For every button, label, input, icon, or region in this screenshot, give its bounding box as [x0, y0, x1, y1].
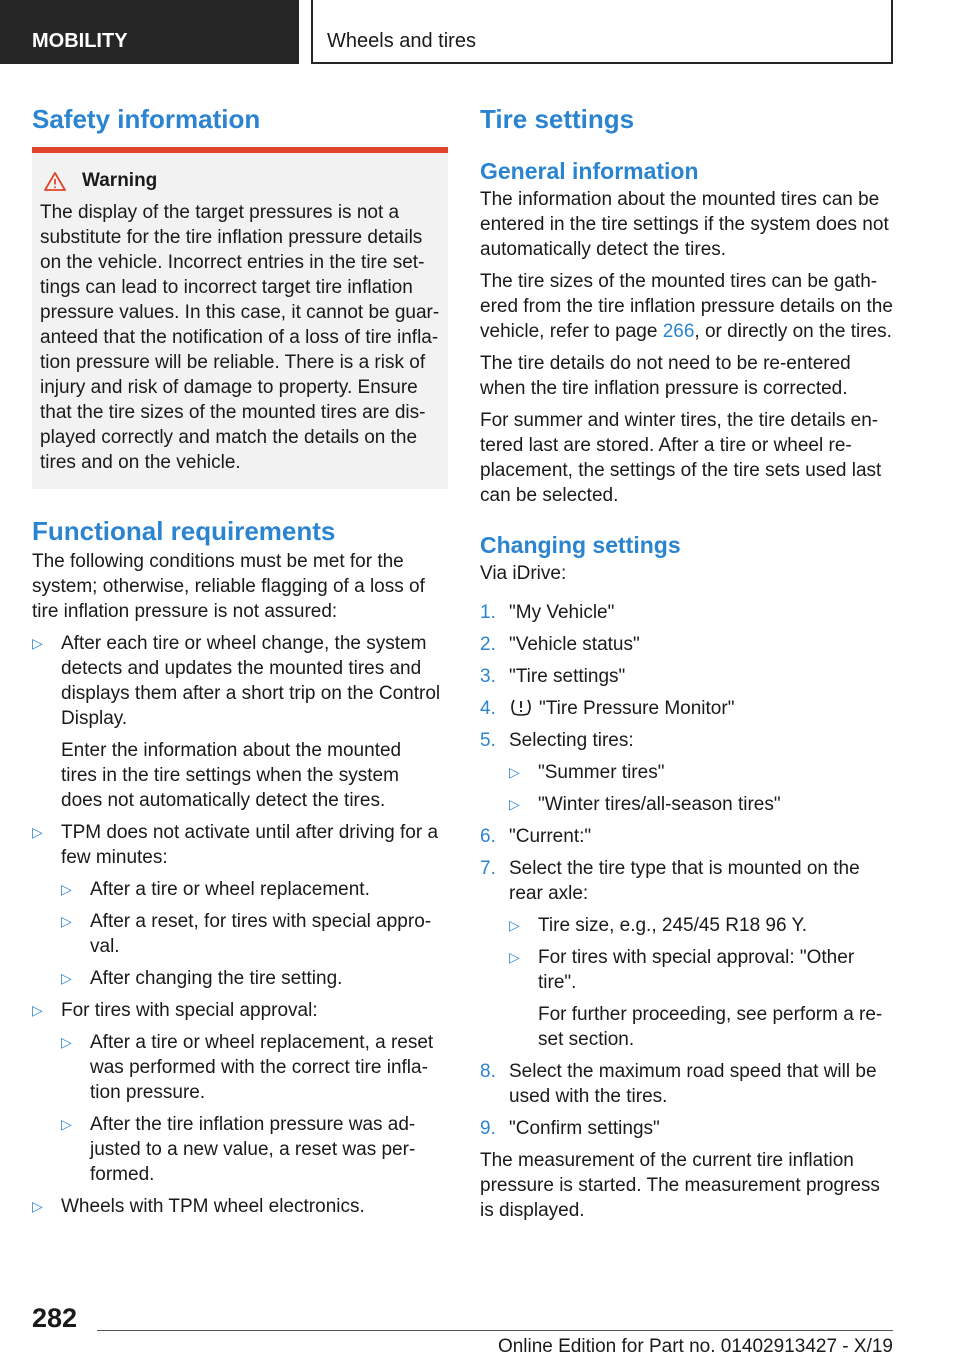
sub-list-item: ▷ After changing the tire setting.	[61, 968, 343, 989]
tire-settings-heading: Tire settings	[480, 104, 635, 134]
triangle-right-icon: ▷	[61, 1034, 72, 1050]
sub-list-item: ▷ After the tire inflation pressure was ad‐ justed to a new value, a reset was per‐ formed.	[61, 1114, 416, 1185]
triangle-right-icon: ▷	[32, 635, 43, 651]
list-item: ▷ After each tire or wheel change, the system detects and updates the mounted tires and displays them after a short trip on the Control Display. Enter the information about the mounted tires in the tire settings when the system does not automatically detect the tires.	[32, 631, 448, 813]
section-label: MOBILITY	[32, 30, 128, 52]
chapter-label: Wheels and tires	[327, 30, 476, 52]
warning-box	[32, 147, 448, 489]
triangle-right-icon: ▷	[32, 1198, 43, 1214]
page-link[interactable]: 266	[662, 321, 695, 342]
sub-list-item: ▷ After a reset, for tires with special appro‐ val.	[61, 911, 432, 957]
warning-title: Warning	[82, 170, 158, 191]
triangle-right-icon: ▷	[509, 764, 520, 780]
triangle-right-icon: ▷	[61, 970, 72, 986]
step-item: 3. "Tire settings"	[480, 666, 626, 687]
right-column	[480, 100, 898, 1223]
triangle-right-icon: ▷	[61, 881, 72, 897]
triangle-right-icon: ▷	[32, 1002, 43, 1018]
section-tab	[0, 0, 299, 64]
list-item: ▷ Wheels with TPM wheel electronics.	[32, 1196, 365, 1217]
safety-heading: Safety information	[32, 104, 261, 134]
general-p2: The tire sizes of the mounted tires can be gath‐ ered from the tire inflation pressure details on the vehicle, refer to page 266, or directly on the tires.	[480, 271, 893, 342]
triangle-right-icon: ▷	[509, 796, 520, 812]
via-idrive: Via iDrive:	[480, 563, 567, 584]
step-item: 5. Selecting tires: ▷ "Summer tires" ▷ "Winter tires/all-season tires"	[480, 728, 898, 817]
closing-text: The measurement of the current tire inflation pressure is started. The measurement progress is displayed.	[480, 1150, 880, 1221]
page-number: 282	[32, 1303, 78, 1333]
sub-list-item: ▷ After a tire or wheel replacement, a reset was performed with the correct tire infla‐ tion pressure.	[61, 1032, 434, 1103]
step-item: 7. Select the tire type that is mounted on the rear axle: ▷ Tire size, e.g., 245/45 R18 96 Y. ▷ For tires with special approval: "Other tire". For further proceeding, see perform a re‐ set section.	[480, 856, 898, 1052]
functional-heading: Functional requirements	[32, 516, 336, 546]
changing-settings-heading: Changing settings	[480, 532, 681, 558]
warning-text: The display of the target pressures is not a substitute for the tire inflation pressure details on the vehicle. Incorrect entries in the tire set‐ tings can lead to incorrect target tire inflation pressure values. In this case, it cannot be guar‐ anteed that the notification of a loss of tire infla‐ tion pressure will be reliable. There is a risk of injury and risk of damage to property. Ensure that the tire sizes of the mounted tires are dis‐ played correctly and match the details on the tires and on the vehicle.	[40, 202, 440, 473]
list-item: ▷ For tires with special approval: ▷ After a tire or wheel replacement, a reset was performed with the correct tire infla‐ tion pressure. ▷ After the tire inflation pressure was ad‐ justed to a new value, a reset was per‐ formed.	[32, 998, 448, 1187]
general-info-heading: General information	[480, 158, 699, 184]
general-p4: For summer and winter tires, the tire details en‐ tered last are stored. After a tire or wheel re‐ placement, the settings of the tire sets used last can be selected.	[480, 410, 882, 506]
tire-pressure-icon	[509, 697, 533, 717]
warning-header	[40, 169, 440, 193]
step-item: 8. Select the maximum road speed that will be used with the tires.	[480, 1061, 877, 1107]
sub-list-item: ▷ "Winter tires/all-season tires"	[509, 794, 781, 815]
left-column	[32, 100, 448, 1219]
general-p3: The tire details do not need to be re-entered when the tire inflation pressure is corrected.	[480, 353, 851, 399]
sub-list-item: ▷ "Summer tires"	[509, 762, 665, 783]
step-item: 4. "Tire Pressure Monitor"	[480, 698, 735, 719]
sub-list-item: ▷ After a tire or wheel replacement.	[61, 879, 370, 900]
functional-intro: The following conditions must be met for the system; otherwise, reliable flagging of a loss of tire inflation pressure is not assured:	[32, 551, 425, 622]
triangle-right-icon: ▷	[32, 824, 43, 840]
step-item: 2. "Vehicle status"	[480, 634, 640, 655]
sub-list-item: ▷ Tire size, e.g., 245/45 R18 96 Y.	[509, 915, 807, 936]
general-p1: The information about the mounted tires can be entered in the tire settings if the system does not automatically detect the tires.	[480, 189, 889, 260]
triangle-right-icon: ▷	[509, 949, 520, 965]
footer-divider	[97, 1330, 893, 1331]
sub-list-note: For further proceeding, see perform a re‐ set section.	[538, 1004, 883, 1050]
list-item-note: Enter the information about the mounted tires in the tire settings when the system does not automatically detect the tires.	[61, 740, 402, 811]
step-item: 1. "My Vehicle"	[480, 602, 615, 623]
triangle-right-icon: ▷	[61, 1116, 72, 1132]
list-item: ▷ TPM does not activate until after driving for a few minutes: ▷ After a tire or wheel replacement. ▷ After a reset, for tires with special appro‐ val. ▷ After changing the tire setting.	[32, 820, 448, 991]
sub-list-item: ▷ For tires with special approval: "Other tire". For further proceeding, see perform a re‐ set section.	[509, 945, 898, 1052]
triangle-right-icon: ▷	[61, 913, 72, 929]
step-item: 6. "Current:"	[480, 826, 592, 847]
chapter-tab	[311, 0, 893, 64]
edition-note: Online Edition for Part no. 01402913427 - X/19	[497, 1336, 893, 1357]
warning-triangle-icon	[44, 172, 66, 191]
step-item: 9. "Confirm settings"	[480, 1118, 660, 1139]
triangle-right-icon: ▷	[509, 917, 520, 933]
